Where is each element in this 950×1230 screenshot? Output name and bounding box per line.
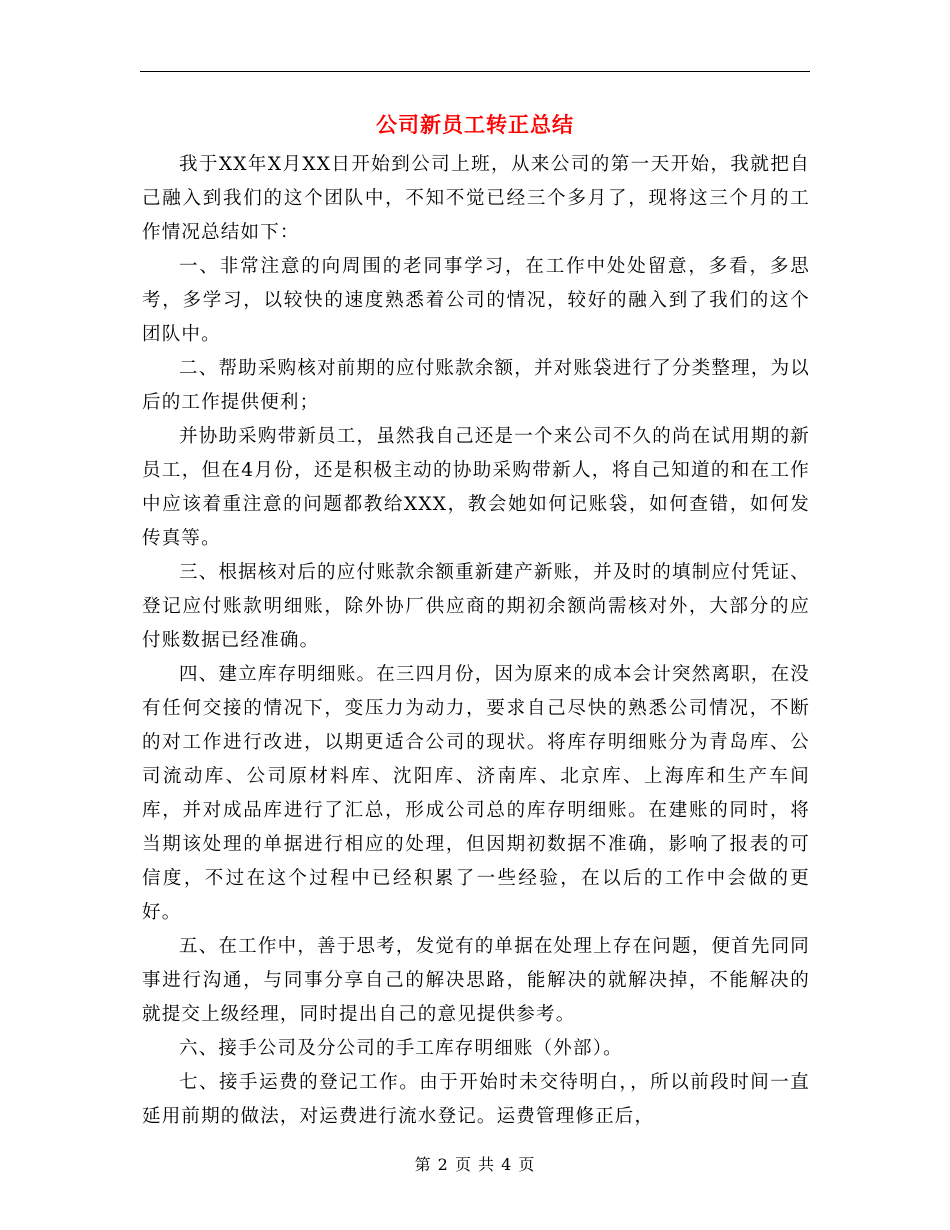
document-title: 公司新员工转正总结 xyxy=(376,113,574,137)
paragraph-item-5: 五、在工作中，善于思考，发觉有的单据在处理上存在问题，便首先同同事进行沟通，与同事分享自己的解决思路，能解决的就解决掉，不能解决的就提交上级经理，同时提出自己的意见提供参考。 xyxy=(142,936,810,1025)
paragraph-item-4: 四、建立库存明细账。在三四月份，因为原来的成本会计突然离职，在没有任何交接的情况下，变压力为动力，要求自己尽快的熟悉公司情况，不断的对工作进行改进，以期更适合公司的现状。将库存明细账分为青岛库、公司流动库、公司原材料库、沈阳库、济南库、北京库、上海库和生产车间库，并对成品库进行了汇总，形成公司总的库存明细账。在建账的同时，将当期该处理的单据进行相应的处理，但因期初数据不准确，影响了报表的可信度，不过在这个过程中已经积累了一些经验，在以后的工作中会做的更好。 xyxy=(142,664,810,923)
paragraph-item-2: 二、帮助采购核对前期的应付账款余额，并对账袋进行了分类整理，为以后的工作提供便利； xyxy=(142,358,810,413)
document-body xyxy=(142,148,810,1134)
paragraph-item-2-continued: 并协助采购带新员工，虽然我自己还是一个来公司不久的尚在试用期的新员工，但在4月份，还是积极主动的协助采购带新人，将自己知道的和在工作中应该着重注意的问题都教给XXX，教会她如何记账袋，如何查错，如何发传真等。 xyxy=(142,426,810,549)
page-number-footer: 第 2 页 共 4 页 xyxy=(414,1155,536,1174)
paragraph-item-6: 六、接手公司及分公司的手工库存明细账（外部）。 xyxy=(179,1038,623,1059)
paragraph-intro: 我于XX年X月XX日开始到公司上班，从来公司的第一天开始，我就把自己融入到我们的这个团队中，不知不觉已经三个多月了，现将这三个月的工作情况总结如下： xyxy=(142,154,810,243)
header-rule xyxy=(140,71,810,72)
paragraph-item-1: 一、非常注意的向周围的老同事学习，在工作中处处留意，多看，多思考，多学习，以较快的速度熟悉着公司的情况，较好的融入到了我们的这个团队中。 xyxy=(142,256,810,345)
paragraph-item-7: 七、接手运费的登记工作。由于开始时未交待明白，，所以前段时间一直延用前期的做法，对运费进行流水登记。运费管理修正后， xyxy=(142,1072,810,1127)
paragraph-item-3: 三、根据核对后的应付账款余额重新建产新账，并及时的填制应付凭证、登记应付账款明细账，除外协厂供应商的期初余额尚需核对外，大部分的应付账数据已经准确。 xyxy=(142,562,810,651)
